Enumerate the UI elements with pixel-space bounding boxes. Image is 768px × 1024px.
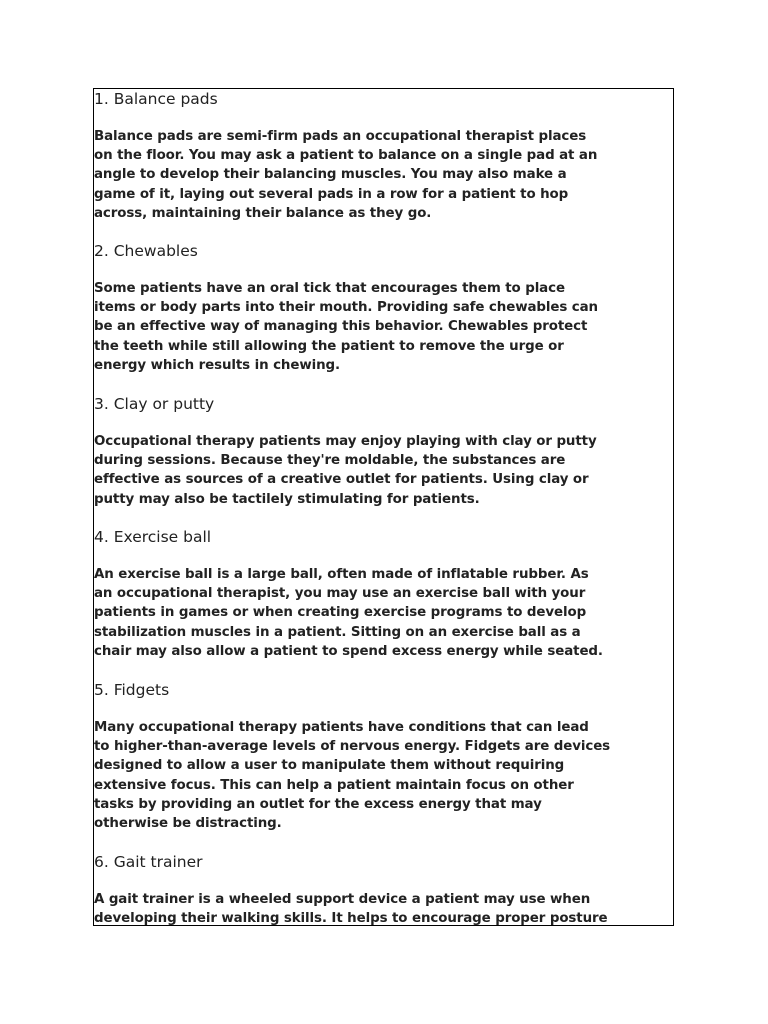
section-chewables	[94, 241, 674, 375]
document-frame	[93, 88, 674, 926]
section-clay-or-putty	[94, 394, 674, 509]
section-heading: 5. Fidgets	[94, 681, 170, 699]
section-heading: 4. Exercise ball	[94, 528, 212, 546]
section-paragraph: An exercise ball is a large ball, often made of inflatable rubber. As an occupational therapist, you may use an exercise ball with your patients in games or when creating exercise programs to develop stabilization muscles in a patient. Sitting on an exercise ball as a chair may also allow a patient to spend excess energy while seated.	[94, 567, 603, 659]
section-heading: 6. Gait trainer	[94, 853, 203, 871]
section-paragraph: Occupational therapy patients may enjoy playing with clay or putty during sessions. Because they're moldable, the substances are effective as sources of a creative outlet for patients. Using clay or putty may also be tactilely stimulating for patients.	[94, 434, 597, 507]
section-paragraph: A gait trainer is a wheeled support device a patient may use when developing their walking skills. It helps to encourage proper posture	[94, 892, 608, 926]
section-heading: 2. Chewables	[94, 242, 198, 260]
section-heading: 3. Clay or putty	[94, 395, 215, 413]
section-gait-trainer	[94, 852, 674, 926]
section-exercise-ball	[94, 527, 674, 661]
section-paragraph: Some patients have an oral tick that encourages them to place items or body parts into their mouth. Providing safe chewables can be an effective way of managing this behavior. Chewables protect the teeth while still allowing the patient to remove the urge or energy which results in chewing.	[94, 281, 598, 373]
section-heading: 1. Balance pads	[94, 90, 218, 108]
section-paragraph: Balance pads are semi-firm pads an occupational therapist places on the floor. You may ask a patient to balance on a single pad at an angle to develop their balancing muscles. You may also make a game of it, laying out several pads in a row for a patient to hop across, maintaining their balance as they go.	[94, 129, 598, 221]
section-fidgets	[94, 680, 674, 833]
section-balance-pads	[94, 89, 674, 223]
section-paragraph: Many occupational therapy patients have conditions that can lead to higher-than-average levels of nervous energy. Fidgets are devices designed to allow a user to manipulate them without requiring extensive focus. This can help a patient maintain focus on other tasks by providing an outlet for the excess energy that may otherwise be distracting.	[94, 720, 611, 832]
